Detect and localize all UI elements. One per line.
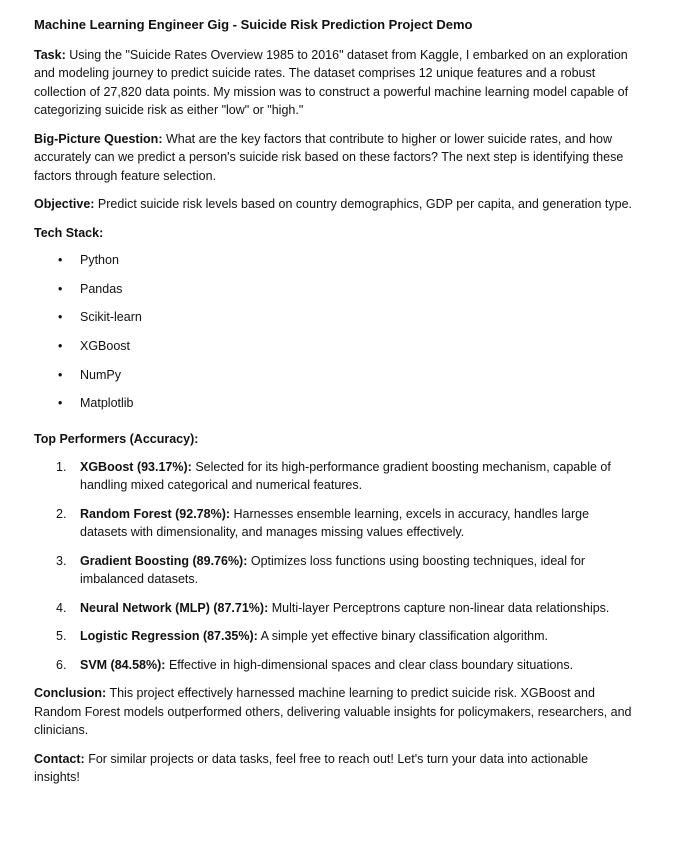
top-performers-heading: Top Performers (Accuracy):: [34, 432, 199, 447]
tech-item: NumPy: [80, 367, 121, 382]
item-number: 4.: [56, 600, 67, 615]
task-label: Task:: [34, 47, 66, 62]
tech-item: Pandas: [80, 281, 123, 296]
model-description: Optimizes loss functions using boosting techniques, ideal for imbalanced datasets.: [80, 553, 586, 587]
list-item: [34, 366, 634, 395]
list-item: [34, 552, 634, 589]
list-item: [34, 627, 634, 646]
model-description: Selected for its high-performance gradient boosting mechanism, capable of handling mixed categorical and numerical features.: [80, 459, 611, 493]
bullet-icon: •: [58, 367, 63, 382]
model-name: Neural Network (MLP) (87.71%):: [80, 600, 269, 615]
list-item: [34, 394, 634, 423]
item-number: 1.: [56, 459, 67, 474]
tech-stack-list: [34, 251, 634, 423]
item-number: 5.: [56, 629, 67, 644]
item-number: 3.: [56, 553, 67, 568]
model-description: Multi-layer Perceptrons capture non-linear data relationships.: [271, 600, 610, 615]
list-item: [34, 251, 634, 280]
document-page: [34, 16, 634, 797]
bullet-icon: •: [58, 310, 63, 325]
task-text: Using the "Suicide Rates Overview 1985 to 2016" dataset from Kaggle, I embarked on an exploration and modeling journey to predict suicide rates. The dataset comprises 12 unique features and a robust collection of 27,820 data points. My mission was to construct a powerful machine learning model capable of categorizing suicide risk as either "low" or "high.": [34, 47, 629, 117]
bullet-icon: •: [58, 281, 63, 296]
list-item: [34, 337, 634, 366]
model-name: Gradient Boosting (89.76%):: [80, 553, 248, 568]
model-name: Logistic Regression (87.35%):: [80, 629, 258, 644]
bullet-icon: •: [58, 339, 63, 354]
model-name: SVM (84.58%):: [80, 657, 166, 672]
model-name: Random Forest (92.78%):: [80, 506, 231, 521]
item-number: 6.: [56, 657, 67, 672]
list-item: [34, 308, 634, 337]
contact-label: Contact:: [34, 751, 85, 766]
objective-label: Objective:: [34, 197, 95, 211]
list-item: [34, 280, 634, 309]
document-title: Machine Learning Engineer Gig - Suicide Risk Prediction Project Demo: [34, 17, 473, 32]
item-number: 2.: [56, 506, 67, 521]
task-paragraph: [34, 46, 634, 120]
model-description: Effective in high-dimensional spaces and clear class boundary situations.: [168, 657, 574, 672]
bullet-icon: •: [58, 396, 63, 411]
contact-paragraph: [34, 750, 634, 787]
top-performers-list: [34, 458, 634, 675]
list-item: [34, 656, 634, 675]
objective-paragraph: [34, 195, 634, 214]
list-item: [34, 505, 634, 542]
tech-stack-heading: Tech Stack:: [34, 225, 104, 240]
objective-text: Predict suicide risk levels based on country demographics, GDP per capita, and generation type.: [97, 197, 633, 211]
list-item: [34, 599, 634, 618]
big-picture-text: What are the key factors that contribute to higher or lower suicide rates, and how accurately can we predict a person's suicide risk based on these factors? The next step is identifying these factors through feature selection.: [34, 131, 624, 183]
model-description: A simple yet effective binary classification algorithm.: [260, 629, 549, 644]
model-description: Harnesses ensemble learning, excels in accuracy, handles large datasets with dimensionality, and manages missing values effectively.: [80, 506, 590, 540]
conclusion-text: This project effectively harnessed machine learning to predict suicide risk. XGBoost and Random Forest models outperformed others, delivering valuable insights for policymakers, researchers, and clinicians.: [34, 686, 632, 738]
conclusion-paragraph: [34, 684, 634, 740]
bullet-icon: •: [58, 253, 63, 267]
tech-item: Scikit-learn: [80, 310, 142, 325]
tech-item: Python: [80, 253, 119, 267]
tech-item: Matplotlib: [80, 396, 134, 411]
conclusion-label: Conclusion:: [34, 686, 107, 701]
big-picture-paragraph: [34, 130, 634, 186]
contact-text: For similar projects or data tasks, feel free to reach out! Let's turn your data into actionable insights!: [34, 751, 589, 785]
big-picture-label: Big-Picture Question:: [34, 131, 163, 146]
tech-item: XGBoost: [80, 339, 131, 354]
list-item: [34, 458, 634, 495]
model-name: XGBoost (93.17%):: [80, 459, 192, 474]
